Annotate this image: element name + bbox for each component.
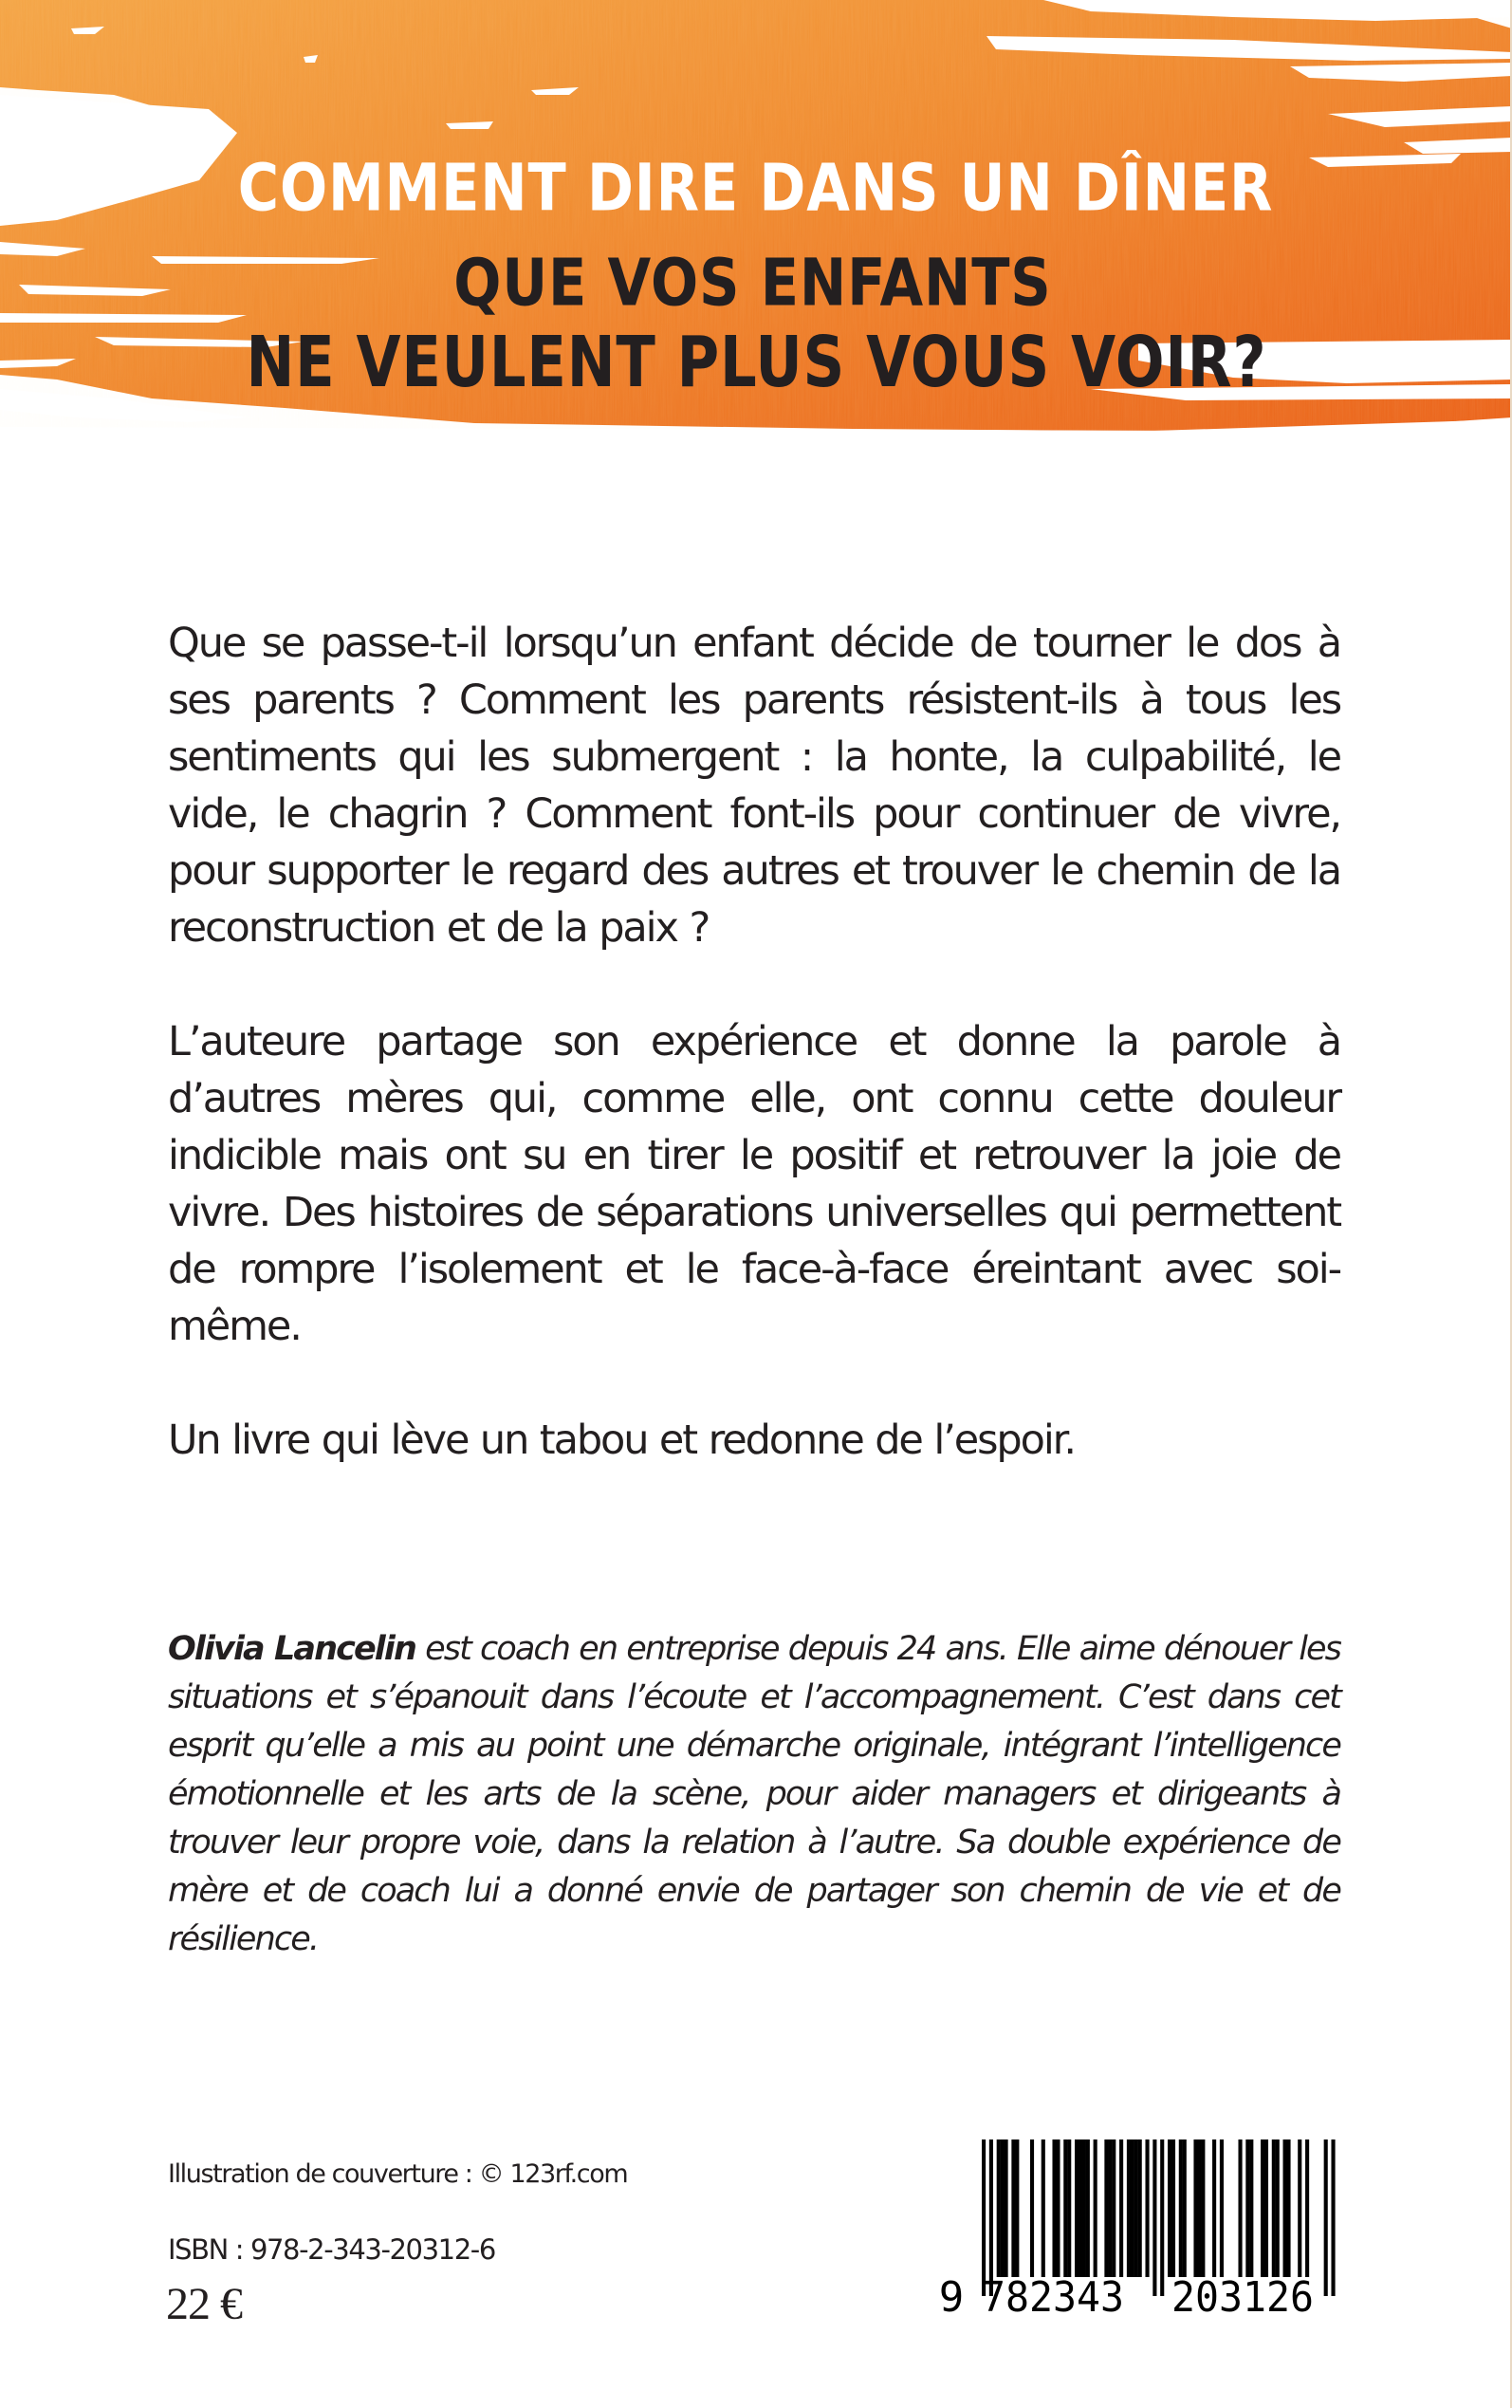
barcode-bar	[1197, 2139, 1201, 2277]
title-text-2: QUE VOS ENFANTS	[452, 245, 1052, 321]
blurb-text-2: L’auteure partage son expérience et donne la parole à d’autres mères qui, comme elle, ont connu cette douleur indicible mais ont su en tirer le positif et retrouver la joie de vivre. Des histoires de séparations universelles qui permettent de rompre l’isolement et le face-à-face éreintant avec soi-même.	[168, 1018, 1340, 1350]
barcode-bar	[1042, 2139, 1045, 2277]
barcode-digits-left: 782343	[982, 2273, 1124, 2322]
barcode-bar	[1138, 2139, 1142, 2277]
barcode-bar	[1104, 2139, 1108, 2277]
title-line-1	[0, 150, 1512, 230]
barcode-bar	[1015, 2139, 1019, 2277]
barcode-digits-right: 203126	[1171, 2273, 1314, 2322]
barcode-bar	[1264, 2139, 1268, 2277]
blurb-paragraph-3	[168, 1412, 1340, 1469]
barcode-guard-bar	[1160, 2139, 1164, 2296]
barcode-bar	[1183, 2139, 1187, 2277]
barcode-bar	[1082, 2139, 1086, 2277]
barcode-bar	[1079, 2139, 1082, 2277]
barcode-bar	[1171, 2139, 1175, 2277]
barcode-bar	[1030, 2139, 1034, 2277]
barcode-bar	[997, 2139, 1001, 2277]
illustration-credit: Illustration de couverture : © 123rf.com	[168, 2159, 628, 2189]
barcode-bar	[1112, 2139, 1116, 2277]
barcode-bar	[1298, 2139, 1301, 2277]
barcode-bar	[1063, 2139, 1067, 2277]
barcode-bar	[1201, 2139, 1205, 2277]
barcode-bar	[1094, 2139, 1097, 2277]
title-line-3	[0, 321, 1512, 405]
barcode-bar	[1005, 2139, 1008, 2277]
blurb-text-3: Un livre qui lève un tabou et redonne de l’espoir.	[168, 1417, 1075, 1464]
barcode-bar	[1168, 2139, 1171, 2277]
barcode-digit-lead: 9	[939, 2273, 965, 2322]
isbn: ISBN : 978-2-343-20312-6	[168, 2233, 495, 2266]
author-name: Olivia Lancelin	[168, 1630, 415, 1668]
barcode-bar	[1127, 2139, 1131, 2277]
barcode-bar	[1261, 2139, 1264, 2277]
barcode-bar	[1212, 2139, 1216, 2277]
barcode-bar	[1086, 2139, 1090, 2277]
barcode-bar	[1249, 2139, 1253, 2277]
price: 22 €	[166, 2279, 242, 2329]
title-text-1: COMMENT DIRE DANS UN DÎNER	[238, 150, 1274, 226]
barcode-bar	[1056, 2139, 1060, 2277]
barcode-bar	[1179, 2139, 1183, 2277]
barcode-bar	[1134, 2139, 1138, 2277]
barcode-guard-bar	[1324, 2139, 1328, 2296]
barcode-bar	[1011, 2139, 1015, 2277]
barcode-bar	[1272, 2139, 1276, 2277]
barcode-guard-bar	[1331, 2139, 1335, 2296]
barcode-bar	[1131, 2139, 1134, 2277]
barcode-bar	[1305, 2139, 1309, 2277]
barcode-bar	[1108, 2139, 1112, 2277]
isbn-barcode	[939, 2135, 1347, 2325]
barcode-bar	[1238, 2139, 1242, 2277]
barcode-bar	[1145, 2139, 1149, 2277]
barcode-bar	[1286, 2139, 1290, 2277]
barcode-bar	[1052, 2139, 1056, 2277]
blurb-paragraph-1	[168, 615, 1340, 956]
barcode-bar	[1283, 2139, 1287, 2277]
barcode-bar	[1119, 2139, 1123, 2277]
title-line-2	[0, 245, 1508, 324]
barcode-bar	[1220, 2139, 1224, 2277]
barcode-bar	[1001, 2139, 1005, 2277]
barcode-bar	[1075, 2139, 1079, 2277]
blurb-paragraph-2	[168, 1013, 1340, 1355]
barcode-guard-bar	[1152, 2139, 1156, 2296]
blurb-text-1: Que se passe-t-il lorsqu’un enfant décide de tourner le dos à ses parents ? Comment les parents résistent-ils à tous les sentiments qui les submergent : la honte, la culpabilité, le vide, le chagrin ? Comment font-ils pour continuer de vivre, pour supporter le regard des autres et trouver le chemin de la reconstruction et de la paix ?	[168, 620, 1340, 952]
barcode-bar	[1193, 2139, 1197, 2277]
barcode-bar	[1245, 2139, 1249, 2277]
author-bio-text: est coach en entreprise depuis 24 ans. Elle aime dénouer les situations et s’épanouit dans l’écoute et l’accompagnement. C’est dans cet esprit qu’elle a mis au point une démarche originale, intégrant l’intelligence émotionnelle et les arts de la scène, pour aider managers et dirigeants à trouver leur propre voie, dans la relation à l’autre. Sa double expérience de mère et de coach lui a donné envie de partager son chemin de vie et de résilience.	[168, 1630, 1340, 1958]
barcode-bar	[1067, 2139, 1071, 2277]
barcode-bar	[1276, 2139, 1280, 2277]
author-bio	[168, 1625, 1340, 1964]
title-text-3: NE VEULENT PLUS VOUS VOIR?	[245, 321, 1266, 403]
